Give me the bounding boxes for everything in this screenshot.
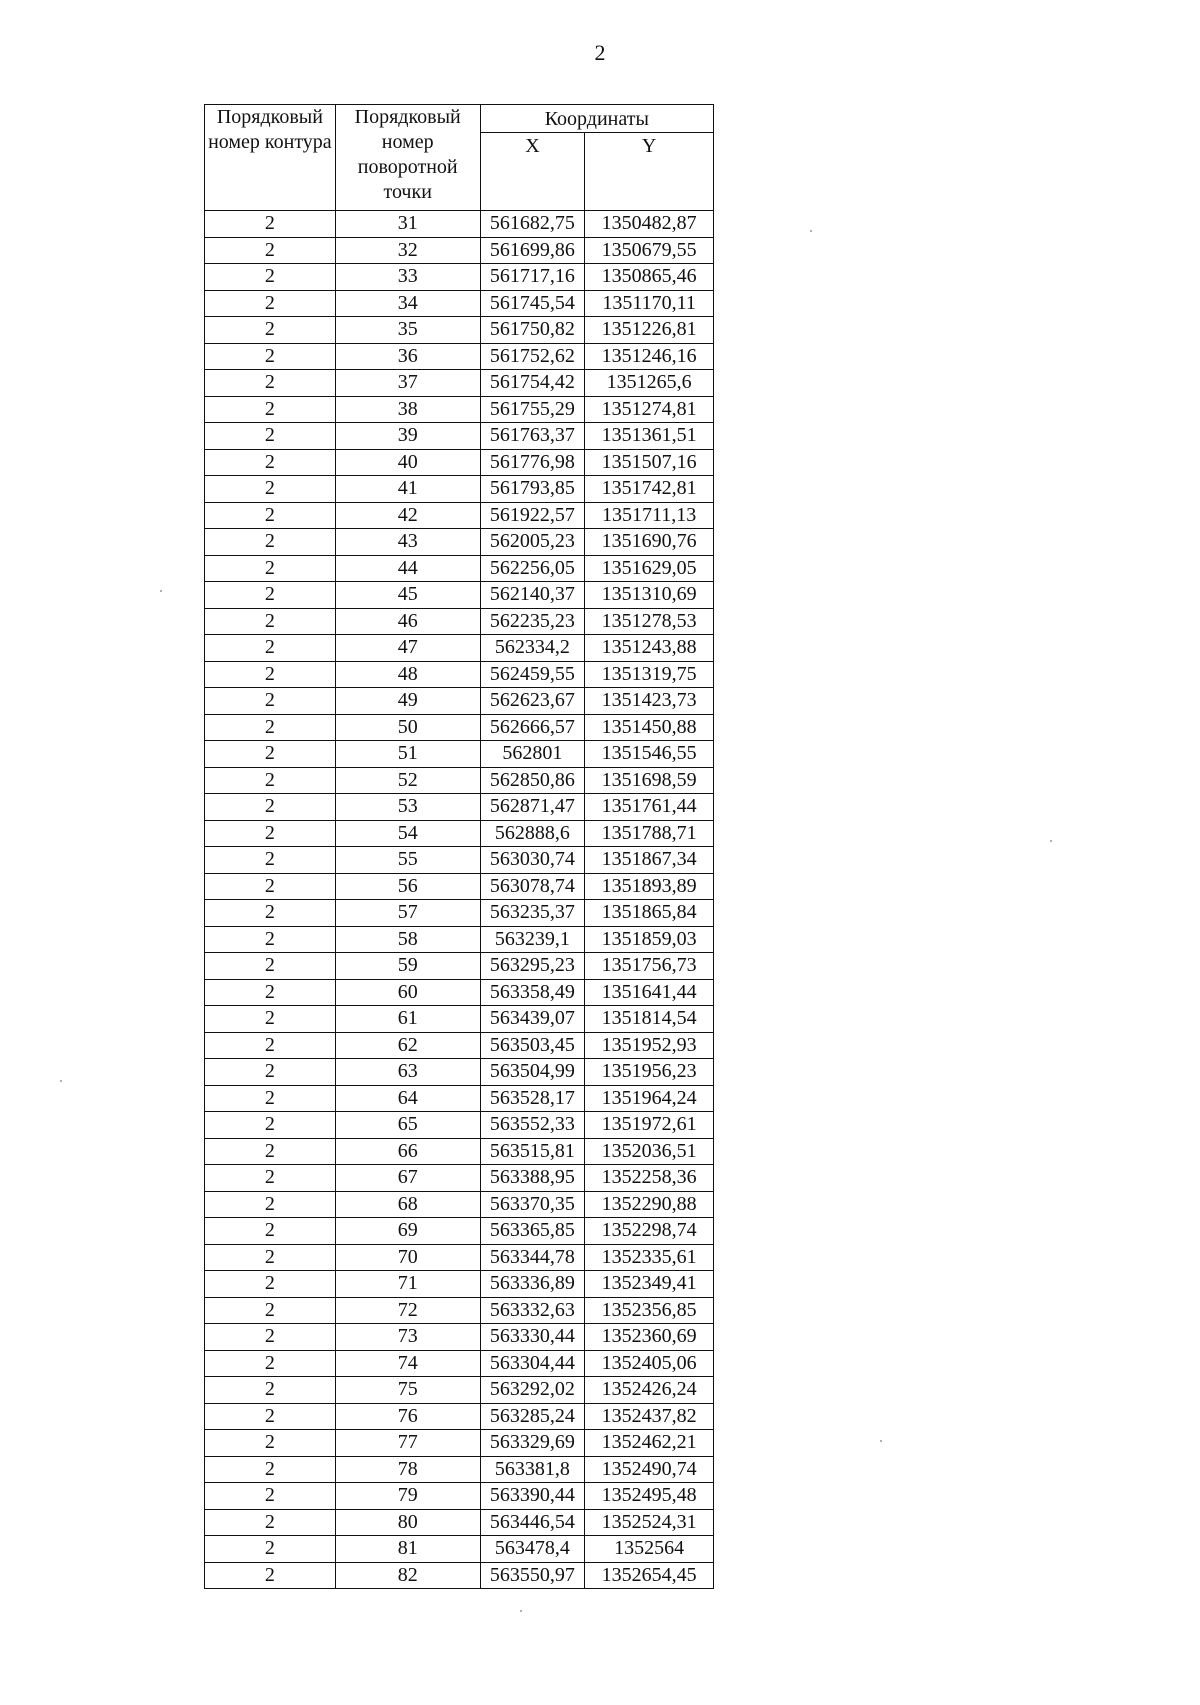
cell-x: 563381,8 [480,1456,585,1483]
scan-speck [810,230,812,232]
cell-contour-number: 2 [205,555,336,582]
header-point-number [335,105,480,211]
cell-y: 1352335,61 [585,1244,714,1271]
cell-point-number: 79 [335,1483,480,1510]
cell-contour-number: 2 [205,449,336,476]
cell-y: 1351226,81 [585,317,714,344]
cell-x: 563439,07 [480,1006,585,1033]
cell-y: 1351546,55 [585,741,714,768]
cell-point-number: 31 [335,211,480,238]
cell-x: 562871,47 [480,794,585,821]
cell-contour-number: 2 [205,1430,336,1457]
cell-point-number: 65 [335,1112,480,1139]
cell-contour-number: 2 [205,1403,336,1430]
cell-point-number: 39 [335,423,480,450]
cell-point-number: 35 [335,317,480,344]
cell-x: 561776,98 [480,449,585,476]
cell-x: 561717,16 [480,264,585,291]
cell-contour-number: 2 [205,767,336,794]
cell-y: 1351865,84 [585,900,714,927]
cell-x: 563336,89 [480,1271,585,1298]
cell-contour-number: 2 [205,290,336,317]
cell-point-number: 69 [335,1218,480,1245]
cell-x: 563552,33 [480,1112,585,1139]
cell-x: 563358,49 [480,979,585,1006]
cell-y: 1352258,36 [585,1165,714,1192]
header-y: Y [585,133,714,211]
cell-contour-number: 2 [205,264,336,291]
cell-contour-number: 2 [205,1536,336,1563]
header-contour-line-1: Порядковый [216,106,323,128]
cell-point-number: 49 [335,688,480,715]
cell-y: 1351893,89 [585,873,714,900]
cell-contour-number: 2 [205,1059,336,1086]
table-row [205,582,714,609]
cell-x: 561754,42 [480,370,585,397]
cell-contour-number: 2 [205,582,336,609]
table-row [205,1297,714,1324]
cell-x: 563235,37 [480,900,585,927]
cell-y: 1350865,46 [585,264,714,291]
cell-x: 561699,86 [480,237,585,264]
cell-point-number: 42 [335,502,480,529]
table-row [205,1483,714,1510]
cell-x: 563292,02 [480,1377,585,1404]
cell-point-number: 82 [335,1562,480,1589]
cell-point-number: 58 [335,926,480,953]
cell-y: 1352298,74 [585,1218,714,1245]
table-body [205,211,714,1589]
cell-point-number: 43 [335,529,480,556]
table-row [205,211,714,238]
cell-x: 563503,45 [480,1032,585,1059]
cell-x: 562235,23 [480,608,585,635]
cell-contour-number: 2 [205,1271,336,1298]
cell-contour-number: 2 [205,529,336,556]
cell-point-number: 74 [335,1350,480,1377]
cell-x: 563504,99 [480,1059,585,1086]
cell-contour-number: 2 [205,1032,336,1059]
cell-x: 561755,29 [480,396,585,423]
page-number: 2 [594,40,606,65]
cell-contour-number: 2 [205,873,336,900]
cell-y: 1351246,16 [585,343,714,370]
cell-point-number: 40 [335,449,480,476]
cell-y: 1351867,34 [585,847,714,874]
table-row [205,1244,714,1271]
table-row [205,1430,714,1457]
cell-y: 1351278,53 [585,608,714,635]
cell-y: 1351814,54 [585,1006,714,1033]
table-row [205,900,714,927]
table-row [205,476,714,503]
cell-point-number: 33 [335,264,480,291]
cell-contour-number: 2 [205,820,336,847]
cell-point-number: 48 [335,661,480,688]
cell-contour-number: 2 [205,926,336,953]
cell-point-number: 38 [335,396,480,423]
cell-y: 1352405,06 [585,1350,714,1377]
cell-contour-number: 2 [205,396,336,423]
cell-x: 563344,78 [480,1244,585,1271]
cell-y: 1351450,88 [585,714,714,741]
cell-y: 1350679,55 [585,237,714,264]
table-row [205,1509,714,1536]
cell-contour-number: 2 [205,741,336,768]
cell-y: 1351956,23 [585,1059,714,1086]
header-coordinates: Координаты [480,105,713,133]
cell-x: 562801 [480,741,585,768]
cell-y: 1352349,41 [585,1271,714,1298]
cell-x: 563330,44 [480,1324,585,1351]
table-row [205,1085,714,1112]
table-row [205,926,714,953]
cell-contour-number: 2 [205,1350,336,1377]
table-row [205,1271,714,1298]
cell-point-number: 77 [335,1430,480,1457]
cell-contour-number: 2 [205,1191,336,1218]
scan-speck [520,1610,522,1612]
cell-x: 563285,24 [480,1403,585,1430]
cell-y: 1351507,16 [585,449,714,476]
cell-contour-number: 2 [205,1509,336,1536]
cell-contour-number: 2 [205,714,336,741]
cell-y: 1351243,88 [585,635,714,662]
cell-x: 562666,57 [480,714,585,741]
coordinates-table [204,104,714,1589]
cell-point-number: 54 [335,820,480,847]
cell-x: 561793,85 [480,476,585,503]
table-row [205,688,714,715]
cell-point-number: 53 [335,794,480,821]
cell-point-number: 34 [335,290,480,317]
table-row [205,1536,714,1563]
cell-y: 1351756,73 [585,953,714,980]
cell-point-number: 45 [335,582,480,609]
table-row [205,794,714,821]
cell-x: 563528,17 [480,1085,585,1112]
cell-contour-number: 2 [205,317,336,344]
cell-y: 1352356,85 [585,1297,714,1324]
cell-contour-number: 2 [205,370,336,397]
cell-y: 1352462,21 [585,1430,714,1457]
cell-x: 562334,2 [480,635,585,662]
cell-point-number: 67 [335,1165,480,1192]
table-row [205,370,714,397]
cell-x: 561682,75 [480,211,585,238]
cell-x: 563239,1 [480,926,585,953]
cell-y: 1351972,61 [585,1112,714,1139]
table-row [205,1032,714,1059]
table-row [205,1350,714,1377]
cell-y: 1351423,73 [585,688,714,715]
cell-y: 1351319,75 [585,661,714,688]
cell-point-number: 66 [335,1138,480,1165]
table-row [205,1456,714,1483]
cell-point-number: 44 [335,555,480,582]
header-point-line-3: поворотной [357,156,458,178]
scan-speck [880,1440,882,1442]
cell-point-number: 68 [335,1191,480,1218]
cell-contour-number: 2 [205,502,336,529]
cell-y: 1351265,6 [585,370,714,397]
cell-x: 563388,95 [480,1165,585,1192]
cell-x: 561922,57 [480,502,585,529]
cell-y: 1351952,93 [585,1032,714,1059]
cell-x: 563332,63 [480,1297,585,1324]
cell-contour-number: 2 [205,237,336,264]
table-row [205,290,714,317]
scan-speck [1050,840,1052,842]
table-row [205,1138,714,1165]
cell-contour-number: 2 [205,1483,336,1510]
cell-point-number: 50 [335,714,480,741]
cell-point-number: 70 [335,1244,480,1271]
cell-y: 1351698,59 [585,767,714,794]
cell-y: 1352564 [585,1536,714,1563]
cell-x: 562005,23 [480,529,585,556]
table-header [205,105,714,211]
cell-y: 1352360,69 [585,1324,714,1351]
cell-point-number: 51 [335,741,480,768]
cell-x: 563478,4 [480,1536,585,1563]
cell-contour-number: 2 [205,953,336,980]
cell-y: 1352437,82 [585,1403,714,1430]
cell-contour-number: 2 [205,1456,336,1483]
cell-point-number: 62 [335,1032,480,1059]
cell-y: 1352290,88 [585,1191,714,1218]
table-row [205,767,714,794]
cell-contour-number: 2 [205,1297,336,1324]
cell-contour-number: 2 [205,476,336,503]
table-row [205,1059,714,1086]
cell-contour-number: 2 [205,847,336,874]
table-row [205,1191,714,1218]
cell-x: 562850,86 [480,767,585,794]
cell-contour-number: 2 [205,661,336,688]
table-row [205,1165,714,1192]
table-row [205,449,714,476]
cell-y: 1351788,71 [585,820,714,847]
cell-y: 1352654,45 [585,1562,714,1589]
cell-point-number: 72 [335,1297,480,1324]
cell-point-number: 61 [335,1006,480,1033]
cell-y: 1351641,44 [585,979,714,1006]
cell-y: 1351742,81 [585,476,714,503]
header-x: X [480,133,585,211]
cell-point-number: 32 [335,237,480,264]
table-row [205,1112,714,1139]
table-row [205,635,714,662]
table-row [205,1377,714,1404]
table-row [205,502,714,529]
cell-y: 1351274,81 [585,396,714,423]
table-row [205,608,714,635]
cell-y: 1351629,05 [585,555,714,582]
cell-contour-number: 2 [205,794,336,821]
cell-point-number: 78 [335,1456,480,1483]
cell-x: 563390,44 [480,1483,585,1510]
cell-x: 561763,37 [480,423,585,450]
cell-contour-number: 2 [205,1006,336,1033]
header-contour-line-2: номер контура [208,131,332,153]
cell-y: 1352495,48 [585,1483,714,1510]
cell-x: 562256,05 [480,555,585,582]
cell-y: 1351761,44 [585,794,714,821]
cell-point-number: 60 [335,979,480,1006]
table-row [205,529,714,556]
cell-contour-number: 2 [205,1244,336,1271]
table-row [205,661,714,688]
cell-x: 563515,81 [480,1138,585,1165]
cell-point-number: 73 [335,1324,480,1351]
table-row [205,396,714,423]
table-row [205,873,714,900]
header-contour-number [205,105,336,211]
cell-x: 562459,55 [480,661,585,688]
cell-contour-number: 2 [205,608,336,635]
cell-point-number: 52 [335,767,480,794]
table-row [205,423,714,450]
cell-contour-number: 2 [205,423,336,450]
cell-point-number: 37 [335,370,480,397]
cell-point-number: 55 [335,847,480,874]
cell-contour-number: 2 [205,1138,336,1165]
cell-y: 1351711,13 [585,502,714,529]
cell-x: 563295,23 [480,953,585,980]
table-row [205,1006,714,1033]
cell-point-number: 80 [335,1509,480,1536]
cell-contour-number: 2 [205,343,336,370]
cell-y: 1351170,11 [585,290,714,317]
cell-x: 563030,74 [480,847,585,874]
cell-point-number: 71 [335,1271,480,1298]
cell-x: 563304,44 [480,1350,585,1377]
cell-contour-number: 2 [205,1085,336,1112]
cell-contour-number: 2 [205,1324,336,1351]
table-row [205,820,714,847]
cell-x: 563329,69 [480,1430,585,1457]
scan-speck [60,1080,62,1082]
cell-contour-number: 2 [205,1218,336,1245]
header-point-line-1: Порядковый [354,106,461,128]
cell-point-number: 47 [335,635,480,662]
cell-point-number: 57 [335,900,480,927]
cell-x: 561752,62 [480,343,585,370]
cell-y: 1352426,24 [585,1377,714,1404]
table-row [205,1218,714,1245]
table-row [205,1562,714,1589]
table-row [205,953,714,980]
cell-contour-number: 2 [205,1112,336,1139]
cell-x: 563446,54 [480,1509,585,1536]
cell-x: 562623,67 [480,688,585,715]
table-row [205,317,714,344]
cell-contour-number: 2 [205,1377,336,1404]
header-point-line-2: номер [381,131,434,153]
cell-x: 562888,6 [480,820,585,847]
cell-point-number: 46 [335,608,480,635]
cell-point-number: 75 [335,1377,480,1404]
cell-contour-number: 2 [205,979,336,1006]
table-row [205,1403,714,1430]
cell-point-number: 63 [335,1059,480,1086]
cell-y: 1351859,03 [585,926,714,953]
header-point-line-4: точки [383,181,432,203]
cell-y: 1351690,76 [585,529,714,556]
cell-point-number: 59 [335,953,480,980]
cell-x: 563078,74 [480,873,585,900]
table-row [205,714,714,741]
cell-y: 1351310,69 [585,582,714,609]
cell-y: 1350482,87 [585,211,714,238]
cell-contour-number: 2 [205,635,336,662]
cell-x: 563370,35 [480,1191,585,1218]
cell-x: 561750,82 [480,317,585,344]
cell-y: 1351964,24 [585,1085,714,1112]
cell-y: 1351361,51 [585,423,714,450]
cell-contour-number: 2 [205,688,336,715]
cell-point-number: 56 [335,873,480,900]
cell-contour-number: 2 [205,211,336,238]
table-row [205,741,714,768]
table-row [205,264,714,291]
cell-y: 1352036,51 [585,1138,714,1165]
cell-point-number: 76 [335,1403,480,1430]
cell-y: 1352490,74 [585,1456,714,1483]
cell-contour-number: 2 [205,1562,336,1589]
cell-point-number: 41 [335,476,480,503]
cell-x: 561745,54 [480,290,585,317]
scan-speck [160,590,162,592]
cell-point-number: 64 [335,1085,480,1112]
table-row [205,555,714,582]
cell-x: 562140,37 [480,582,585,609]
cell-y: 1352524,31 [585,1509,714,1536]
table-row [205,847,714,874]
table-row [205,237,714,264]
table-row [205,979,714,1006]
cell-contour-number: 2 [205,1165,336,1192]
table-row [205,343,714,370]
cell-point-number: 36 [335,343,480,370]
table-row [205,1324,714,1351]
cell-point-number: 81 [335,1536,480,1563]
cell-x: 563550,97 [480,1562,585,1589]
cell-x: 563365,85 [480,1218,585,1245]
cell-contour-number: 2 [205,900,336,927]
